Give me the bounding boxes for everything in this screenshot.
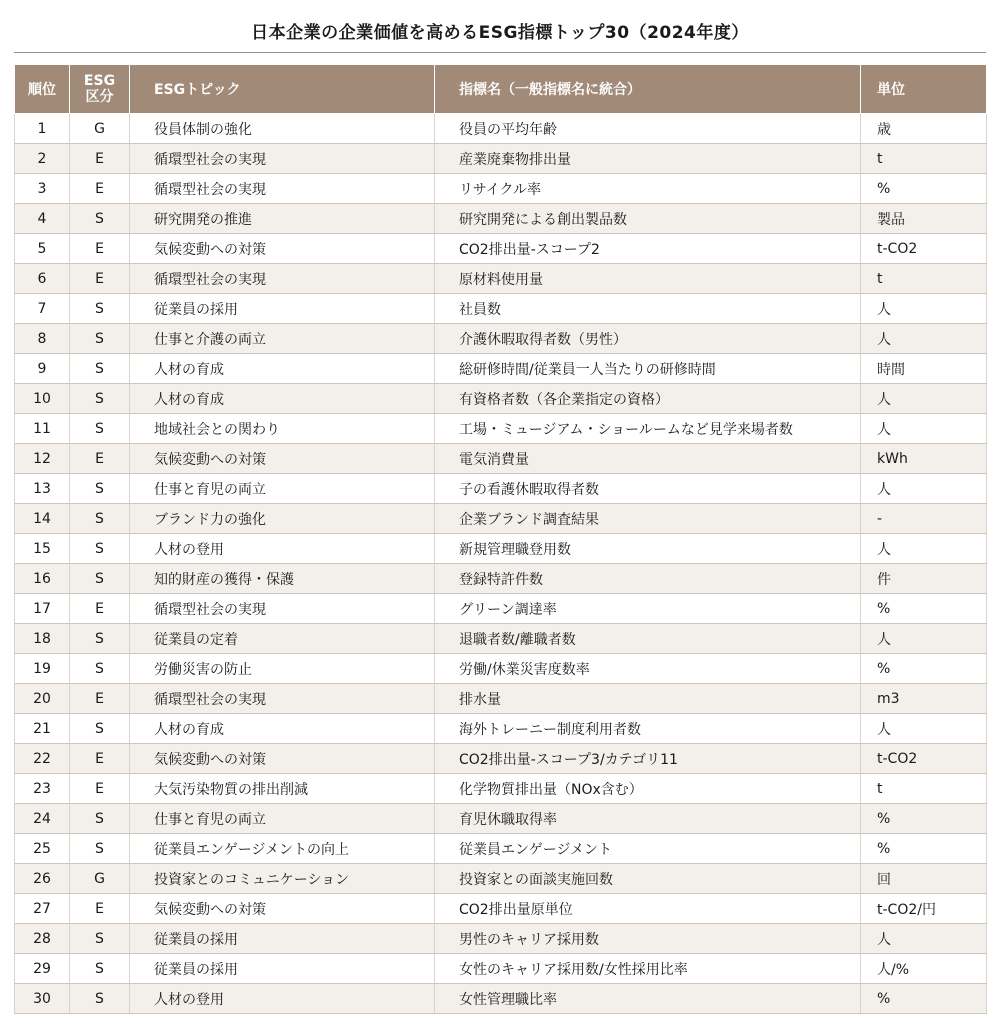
rank-cell: 13 (15, 474, 70, 504)
rank-cell: 1 (15, 114, 70, 144)
esg-topic-cell: 循環型社会の実現 (130, 144, 435, 174)
esg-category-cell: S (70, 564, 130, 594)
unit-cell: 件 (861, 564, 987, 594)
esg-topic-cell: 循環型社会の実現 (130, 264, 435, 294)
esg-topic-cell: ブランド力の強化 (130, 504, 435, 534)
unit-cell: 人 (861, 474, 987, 504)
unit-cell: % (861, 984, 987, 1014)
rank-cell: 25 (15, 834, 70, 864)
indicator-cell: 従業員エンゲージメント (435, 834, 861, 864)
indicator-cell: 新規管理職登用数 (435, 534, 861, 564)
unit-cell: % (861, 804, 987, 834)
table-row (15, 534, 987, 564)
indicator-cell: 工場・ミュージアム・ショールームなど見学来場者数 (435, 414, 861, 444)
table-row (15, 324, 987, 354)
unit-cell: 回 (861, 864, 987, 894)
esg-topic-cell: 気候変動への対策 (130, 744, 435, 774)
rank-cell: 24 (15, 804, 70, 834)
unit-cell: 人 (861, 624, 987, 654)
esg-category-cell: S (70, 414, 130, 444)
unit-cell: 人 (861, 294, 987, 324)
rank-cell: 17 (15, 594, 70, 624)
esg-category-cell: E (70, 894, 130, 924)
unit-cell: t-CO2 (861, 234, 987, 264)
indicator-cell: CO2排出量原単位 (435, 894, 861, 924)
unit-cell: 人 (861, 384, 987, 414)
indicator-cell: 退職者数/離職者数 (435, 624, 861, 654)
indicator-cell: グリーン調達率 (435, 594, 861, 624)
esg-category-cell: E (70, 744, 130, 774)
unit-cell: % (861, 834, 987, 864)
rank-cell: 8 (15, 324, 70, 354)
indicator-cell: 男性のキャリア採用数 (435, 924, 861, 954)
unit-cell: m3 (861, 684, 987, 714)
table-row (15, 234, 987, 264)
unit-cell: t (861, 144, 987, 174)
header-rank: 順位 (15, 65, 70, 114)
esg-category-cell: S (70, 654, 130, 684)
indicator-cell: 海外トレーニー制度利用者数 (435, 714, 861, 744)
esg-topic-cell: 知的財産の獲得・保護 (130, 564, 435, 594)
indicator-cell: 女性管理職比率 (435, 984, 861, 1014)
table-row (15, 834, 987, 864)
esg-topic-cell: 人材の育成 (130, 714, 435, 744)
esg-topic-cell: 従業員エンゲージメントの向上 (130, 834, 435, 864)
unit-cell: kWh (861, 444, 987, 474)
table-row (15, 654, 987, 684)
esg-category-cell: E (70, 684, 130, 714)
rank-cell: 30 (15, 984, 70, 1014)
esg-topic-cell: 仕事と介護の両立 (130, 324, 435, 354)
esg-category-cell: S (70, 984, 130, 1014)
rank-cell: 16 (15, 564, 70, 594)
rank-cell: 21 (15, 714, 70, 744)
esg-topic-cell: 従業員の採用 (130, 954, 435, 984)
esg-indicator-table (14, 64, 987, 1014)
rank-cell: 14 (15, 504, 70, 534)
table-row (15, 744, 987, 774)
rank-cell: 3 (15, 174, 70, 204)
indicator-cell: リサイクル率 (435, 174, 861, 204)
table-row (15, 564, 987, 594)
rank-cell: 2 (15, 144, 70, 174)
esg-topic-cell: 従業員の採用 (130, 294, 435, 324)
unit-cell: t (861, 264, 987, 294)
table-row (15, 894, 987, 924)
indicator-cell: 労働/休業災害度数率 (435, 654, 861, 684)
indicator-cell: 子の看護休暇取得者数 (435, 474, 861, 504)
title-divider (14, 52, 986, 53)
esg-category-cell: S (70, 384, 130, 414)
table-body (15, 114, 987, 1014)
rank-cell: 12 (15, 444, 70, 474)
unit-cell: 人/% (861, 954, 987, 984)
header-unit (861, 65, 987, 114)
esg-topic-cell: 従業員の採用 (130, 924, 435, 954)
unit-cell: 人 (861, 714, 987, 744)
table-row (15, 174, 987, 204)
esg-category-cell: G (70, 864, 130, 894)
indicator-cell: 育児休職取得率 (435, 804, 861, 834)
table-row (15, 924, 987, 954)
unit-cell: 時間 (861, 354, 987, 384)
rank-cell: 23 (15, 774, 70, 804)
indicator-cell: 女性のキャリア採用数/女性採用比率 (435, 954, 861, 984)
table-row (15, 354, 987, 384)
esg-topic-cell: 気候変動への対策 (130, 894, 435, 924)
rank-cell: 22 (15, 744, 70, 774)
unit-cell: 人 (861, 534, 987, 564)
header-unit-label: 単位 (877, 82, 905, 98)
esg-category-cell: S (70, 534, 130, 564)
header-esg-category (70, 65, 130, 114)
indicator-cell: 研究開発による創出製品数 (435, 204, 861, 234)
esg-category-cell: S (70, 804, 130, 834)
rank-cell: 29 (15, 954, 70, 984)
table-row (15, 774, 987, 804)
header-topic-label: ESGトピック (154, 82, 241, 98)
indicator-cell: 有資格者数（各企業指定の資格） (435, 384, 861, 414)
unit-cell: 歳 (861, 114, 987, 144)
unit-cell: t-CO2 (861, 744, 987, 774)
indicator-cell: 電気消費量 (435, 444, 861, 474)
table-row (15, 144, 987, 174)
table-row (15, 804, 987, 834)
indicator-cell: 企業ブランド調査結果 (435, 504, 861, 534)
rank-cell: 5 (15, 234, 70, 264)
header-indicator-label: 指標名（一般指標名に統合） (459, 82, 641, 98)
esg-category-cell: S (70, 624, 130, 654)
table-row (15, 294, 987, 324)
table-row (15, 414, 987, 444)
esg-topic-cell: 仕事と育児の両立 (130, 804, 435, 834)
esg-topic-cell: 循環型社会の実現 (130, 684, 435, 714)
indicator-cell: 登録特許件数 (435, 564, 861, 594)
esg-topic-cell: 従業員の定着 (130, 624, 435, 654)
unit-cell: 人 (861, 414, 987, 444)
rank-cell: 15 (15, 534, 70, 564)
indicator-cell: 原材料使用量 (435, 264, 861, 294)
unit-cell: 人 (861, 324, 987, 354)
unit-cell: % (861, 654, 987, 684)
rank-cell: 10 (15, 384, 70, 414)
rank-cell: 9 (15, 354, 70, 384)
esg-topic-cell: 労働災害の防止 (130, 654, 435, 684)
esg-category-cell: S (70, 474, 130, 504)
rank-cell: 18 (15, 624, 70, 654)
esg-category-cell: E (70, 774, 130, 804)
table-row (15, 954, 987, 984)
esg-topic-cell: 人材の育成 (130, 354, 435, 384)
rank-cell: 6 (15, 264, 70, 294)
rank-cell: 4 (15, 204, 70, 234)
esg-category-cell: E (70, 594, 130, 624)
esg-topic-cell: 地域社会との関わり (130, 414, 435, 444)
indicator-cell: CO2排出量-スコープ3/カテゴリ11 (435, 744, 861, 774)
esg-category-cell: E (70, 174, 130, 204)
page-title: 日本企業の企業価値を高めるESG指標トップ30（2024年度） (251, 23, 749, 43)
esg-category-cell: S (70, 504, 130, 534)
esg-topic-cell: 循環型社会の実現 (130, 174, 435, 204)
esg-topic-cell: 研究開発の推進 (130, 204, 435, 234)
esg-topic-cell: 気候変動への対策 (130, 234, 435, 264)
indicator-cell: 化学物質排出量（NOx含む） (435, 774, 861, 804)
esg-category-cell: E (70, 444, 130, 474)
header-indicator (435, 65, 861, 114)
rank-cell: 28 (15, 924, 70, 954)
esg-topic-cell: 気候変動への対策 (130, 444, 435, 474)
table-row (15, 624, 987, 654)
header-esg-category-line2: 区分 (85, 89, 114, 105)
esg-category-cell: S (70, 294, 130, 324)
indicator-cell: 介護休暇取得者数（男性） (435, 324, 861, 354)
table-row (15, 114, 987, 144)
indicator-cell: CO2排出量-スコープ2 (435, 234, 861, 264)
unit-cell: % (861, 594, 987, 624)
unit-cell: t-CO2/円 (861, 894, 987, 924)
table-row (15, 264, 987, 294)
rank-cell: 27 (15, 894, 70, 924)
unit-cell: % (861, 174, 987, 204)
esg-topic-cell: 役員体制の強化 (130, 114, 435, 144)
rank-cell: 19 (15, 654, 70, 684)
esg-topic-cell: 人材の登用 (130, 534, 435, 564)
table-row (15, 474, 987, 504)
esg-category-cell: E (70, 234, 130, 264)
table-row (15, 864, 987, 894)
table-row (15, 594, 987, 624)
unit-cell: t (861, 774, 987, 804)
esg-topic-cell: 人材の育成 (130, 384, 435, 414)
rank-cell: 20 (15, 684, 70, 714)
rank-cell: 11 (15, 414, 70, 444)
table-row (15, 984, 987, 1014)
esg-category-cell: S (70, 354, 130, 384)
esg-topic-cell: 人材の登用 (130, 984, 435, 1014)
table-row (15, 444, 987, 474)
esg-category-cell: E (70, 264, 130, 294)
esg-category-cell: G (70, 114, 130, 144)
table-row (15, 384, 987, 414)
esg-category-cell: S (70, 324, 130, 354)
indicator-cell: 社員数 (435, 294, 861, 324)
rank-cell: 26 (15, 864, 70, 894)
table-row (15, 684, 987, 714)
esg-topic-cell: 大気汚染物質の排出削減 (130, 774, 435, 804)
esg-category-cell: S (70, 954, 130, 984)
esg-category-cell: S (70, 204, 130, 234)
table-row (15, 504, 987, 534)
unit-cell: 製品 (861, 204, 987, 234)
esg-category-cell: E (70, 144, 130, 174)
rank-cell: 7 (15, 294, 70, 324)
table-row (15, 204, 987, 234)
esg-category-cell: S (70, 714, 130, 744)
unit-cell: - (861, 504, 987, 534)
esg-topic-cell: 循環型社会の実現 (130, 594, 435, 624)
esg-topic-cell: 仕事と育児の両立 (130, 474, 435, 504)
esg-category-cell: S (70, 924, 130, 954)
indicator-cell: 産業廃棄物排出量 (435, 144, 861, 174)
esg-category-cell: S (70, 834, 130, 864)
header-topic (130, 65, 435, 114)
table-header-row (15, 65, 987, 114)
indicator-cell: 投資家との面談実施回数 (435, 864, 861, 894)
indicator-cell: 役員の平均年齢 (435, 114, 861, 144)
esg-topic-cell: 投資家とのコミュニケーション (130, 864, 435, 894)
table-row (15, 714, 987, 744)
header-esg-category-line1: ESG (83, 73, 116, 89)
indicator-cell: 総研修時間/従業員一人当たりの研修時間 (435, 354, 861, 384)
indicator-cell: 排水量 (435, 684, 861, 714)
unit-cell: 人 (861, 924, 987, 954)
